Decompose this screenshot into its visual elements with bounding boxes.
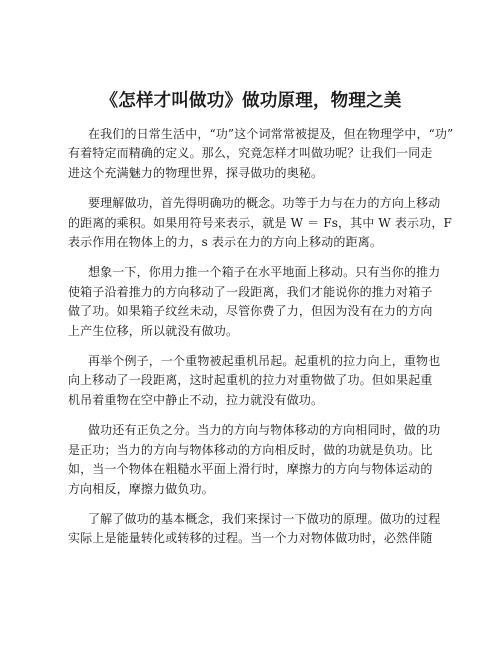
paragraph-line: 想象一下，你用力推一个箱子在水平地面上移动。只有当你的推力 <box>88 265 441 280</box>
paragraph-line: 了解了做功的基本概念，我们来探讨一下做功的原理。做功的过程 <box>88 511 441 526</box>
paragraph-line: 向上移动了一段距离，这时起重机的拉力对重物做了功。但如果起重 <box>68 373 433 388</box>
paragraph-1 <box>68 125 454 183</box>
paragraph-line: 是正功；当力的方向与物体移动的方向相反时，做的功就是负功。比 <box>68 442 433 457</box>
paragraph-line: 上产生位移，所以就没有做功。 <box>68 323 239 338</box>
paragraph-3 <box>68 263 441 341</box>
paragraph-2 <box>68 194 452 252</box>
paragraph-6 <box>68 510 441 549</box>
paragraph-line: 做功还有正负之分。当力的方向与物体移动的方向相同时，做的功 <box>88 423 441 438</box>
paragraph-line: 机吊着重物在空中静止不动，拉力就没有做功。 <box>68 392 324 407</box>
paragraph-line: 在我们的日常生活中，“功”这个词常常被提及，但在物理学中，“功” <box>88 127 454 141</box>
paragraph-line: 实际上是能量转化或转移的过程。当一个力对物体做功时，必然伴随 <box>68 531 433 546</box>
paragraph-line: 做了功。如果箱子纹丝未动，尽管你费了力，但因为没有在力的方向 <box>68 304 433 319</box>
paragraph-line: 再举个例子，一个重物被起重机吊起。起重机的拉力向上，重物也 <box>88 354 441 369</box>
paragraph-line: 表示作用在物体上的力，s 表示在力的方向上移动的距离。 <box>68 235 383 250</box>
paragraph-line: 方向相反，摩擦力做负功。 <box>68 481 214 496</box>
paragraph-line: 如，当一个物体在粗糙水平面上滑行时，摩擦力的方向与物体运动的 <box>68 462 433 477</box>
paragraph-line: 有着特定而精确的定义。那么，究竟怎样才叫做功呢？让我们一同走 <box>68 146 433 161</box>
paragraph-line: 使箱子沿着推力的方向移动了一段距离，我们才能说你的推力对箱子 <box>68 284 433 299</box>
paragraph-4 <box>68 352 441 410</box>
paragraph-5 <box>68 421 441 499</box>
paragraph-line: 的距离的乘积。如果用符号来表示，就是 W ＝ Fs，其中 W 表示功，F <box>68 215 452 230</box>
document-title: 《怎样才叫做功》做功原理，物理之美 <box>100 91 402 111</box>
paragraph-line: 要理解做功，首先得明确功的概念。功等于力与在力的方向上移动 <box>88 196 441 211</box>
paragraph-line: 进这个充满魅力的物理世界，探寻做功的奥秘。 <box>68 165 324 180</box>
